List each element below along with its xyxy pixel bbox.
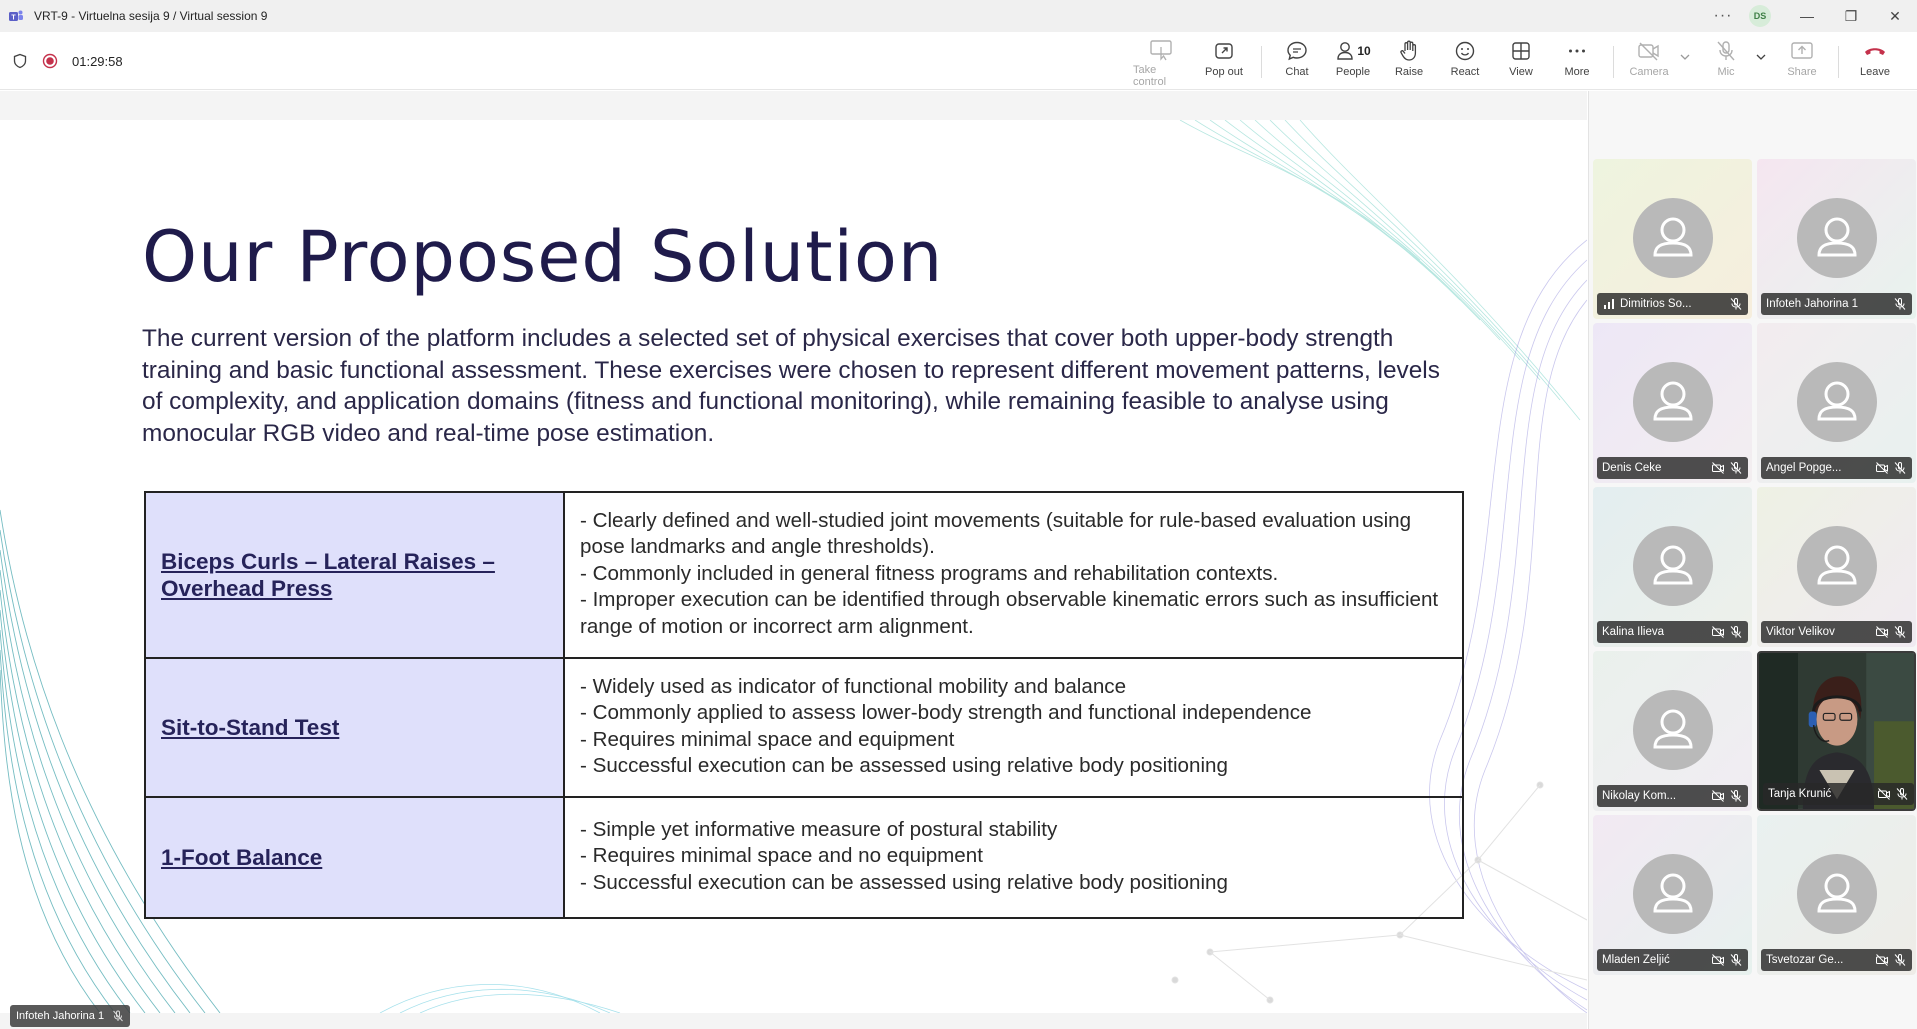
participant-name-bar [1761, 293, 1912, 315]
recording-timer: 01:29:58 [72, 53, 123, 69]
participant-name: Infoteh Jahorina 1 [1766, 298, 1859, 310]
toolbar-divider [1838, 46, 1839, 78]
participant-tile[interactable] [1757, 815, 1916, 975]
participant-name-bar [1761, 949, 1912, 971]
description-point: - Commonly included in general fitness programs and rehabilitation contexts. [580, 561, 1279, 585]
participant-name: Denis Čeke [1602, 462, 1662, 474]
participant-name: Tanja Krunić [1768, 788, 1832, 800]
mic-options-chevron-icon[interactable] [1754, 50, 1768, 64]
restore-button[interactable]: ❐ [1844, 7, 1858, 24]
participant-name-bar [1763, 783, 1914, 805]
share-button[interactable]: Share [1774, 36, 1830, 88]
camera-off-icon [1711, 953, 1725, 967]
exercise-description [564, 658, 1463, 797]
participant-name: Mladen Zeljić [1602, 954, 1670, 966]
exercise-name: Biceps Curls – Lateral Raises – Overhead Press [145, 492, 564, 658]
mic-muted-icon [1893, 625, 1907, 639]
participant-tile[interactable] [1593, 159, 1752, 319]
smiley-icon [1454, 36, 1476, 66]
mic-muted-icon [1729, 461, 1743, 475]
participant-tile[interactable] [1757, 323, 1916, 483]
pop-out-button[interactable]: Pop out [1196, 36, 1252, 88]
avatar [1797, 526, 1877, 606]
mic-muted-icon [1729, 789, 1743, 803]
camera-off-icon [1711, 625, 1725, 639]
pop-out-icon [1213, 36, 1235, 66]
more-button[interactable]: More [1549, 36, 1605, 88]
table-row [145, 797, 1463, 918]
participant-tile-video[interactable] [1757, 651, 1916, 811]
slide-title: Our Proposed Solution [142, 216, 944, 298]
people-button[interactable]: 10 People [1325, 36, 1381, 88]
share-icon [1790, 36, 1814, 66]
presenter-name-tag [10, 1005, 130, 1027]
exercise-table [144, 491, 1464, 919]
participant-name: Nikolay Kom... [1602, 790, 1677, 802]
description-point: - Widely used as indicator of functional mobility and balance [580, 674, 1127, 698]
avatar [1797, 362, 1877, 442]
window-title-bar [0, 0, 1917, 32]
mic-muted-icon [1893, 953, 1907, 967]
avatar [1633, 854, 1713, 934]
slide-body-text: The current version of the platform includes a selected set of physical exercises that cover both upper-body strength training and basic functional assessment. These exercises were chosen to represent different movement patterns, levels of complexity, and application domains (fitness and functional monitoring), while remaining feasible to analyse using monocular RGB video and real-time pose estimation. [142, 325, 1440, 447]
participant-tile[interactable] [1593, 487, 1752, 647]
take-control-icon [1149, 36, 1173, 64]
camera-button[interactable]: Camera [1621, 36, 1677, 88]
more-dots-icon [1566, 36, 1588, 66]
camera-off-icon [1875, 953, 1889, 967]
mic-muted-icon [1893, 461, 1907, 475]
grid-view-icon [1510, 36, 1532, 66]
table-row [145, 658, 1463, 797]
chat-button[interactable]: Chat [1269, 36, 1325, 88]
participant-tile[interactable] [1593, 323, 1752, 483]
mic-muted-icon [112, 1010, 124, 1022]
camera-off-icon [1637, 36, 1661, 66]
view-button[interactable]: View [1493, 36, 1549, 88]
description-point: - Clearly defined and well-studied joint movements (suitable for rule-based evaluation using pose landmarks and angle thresholds). [580, 508, 1412, 559]
react-button[interactable]: React [1437, 36, 1493, 88]
avatar [1633, 198, 1713, 278]
minimize-button[interactable]: — [1800, 8, 1814, 24]
participant-name: Dimitrios So... [1620, 298, 1692, 310]
participant-name-bar [1597, 621, 1748, 643]
description-point: - Successful execution can be assessed using relative body positioning [580, 870, 1228, 894]
more-options-icon[interactable]: ··· [1713, 7, 1733, 24]
avatar [1797, 198, 1877, 278]
chat-icon [1285, 36, 1309, 66]
window-title: VRT-9 - Virtuelna sesija 9 / Virtual session 9 [34, 9, 268, 23]
avatar [1633, 690, 1713, 770]
recording-icon [42, 53, 58, 69]
mic-muted-icon [1729, 625, 1743, 639]
participant-name-bar [1597, 293, 1748, 315]
camera-off-icon [1711, 789, 1725, 803]
shield-icon[interactable] [12, 53, 28, 69]
presenter-name: Infoteh Jahorina 1 [16, 1010, 105, 1022]
take-control-button[interactable]: Take control [1133, 36, 1189, 88]
mic-muted-icon [1893, 297, 1907, 311]
people-count: 10 [1357, 44, 1371, 58]
description-point: - Successful execution can be assessed using relative body positioning [580, 754, 1228, 777]
description-point: - Requires minimal space and no equipment [580, 844, 983, 868]
avatar [1633, 362, 1713, 442]
exercise-description [564, 492, 1463, 658]
participant-name-bar [1597, 785, 1748, 807]
mic-muted-icon [1729, 953, 1743, 967]
participant-name: Viktor Velikov [1766, 626, 1835, 638]
mic-off-icon [1715, 36, 1737, 66]
participant-gallery [1588, 91, 1917, 1029]
raise-hand-button[interactable]: Raise [1381, 36, 1437, 88]
participant-tile[interactable] [1593, 651, 1752, 811]
participant-name: Angel Popge... [1766, 462, 1842, 474]
description-point: - Requires minimal space and equipment [580, 727, 955, 751]
participant-name-bar [1761, 621, 1912, 643]
teams-icon [8, 8, 24, 24]
people-icon [1335, 40, 1355, 62]
presentation-slide [0, 120, 1587, 1013]
camera-icon [1877, 787, 1891, 801]
description-point: - Commonly applied to assess lower-body strength and functional independence [580, 701, 1312, 724]
participant-tile[interactable] [1757, 487, 1916, 647]
camera-options-chevron-icon[interactable] [1678, 50, 1692, 64]
avatar [1797, 854, 1877, 934]
leave-button[interactable]: Leave [1847, 36, 1903, 88]
toolbar-divider [1613, 46, 1614, 78]
camera-off-icon [1875, 625, 1889, 639]
hand-icon [1398, 36, 1420, 66]
exercise-description [564, 797, 1463, 918]
participant-name: Tsvetozar Ge... [1766, 954, 1844, 966]
mic-muted-icon [1895, 787, 1909, 801]
meeting-toolbar [0, 32, 1917, 90]
table-row [145, 492, 1463, 658]
hang-up-icon [1862, 36, 1888, 66]
description-point: - Improper execution can be identified through observable kinematic errors such as insufficient range of motion or incorrect arm alignment. [580, 588, 1439, 638]
avatar [1633, 526, 1713, 606]
participant-name-bar [1597, 457, 1748, 479]
shared-content-stage [0, 91, 1587, 1029]
mic-button[interactable]: Mic [1698, 36, 1754, 88]
camera-off-icon [1711, 461, 1725, 475]
participant-tile[interactable] [1757, 159, 1916, 319]
camera-off-icon [1875, 461, 1889, 475]
mic-muted-icon [1729, 297, 1743, 311]
user-avatar[interactable]: DS [1749, 5, 1771, 27]
description-point: - Simple yet informative measure of postural stability [580, 817, 1058, 841]
toolbar-divider [1261, 46, 1262, 78]
exercise-name: 1-Foot Balance [145, 797, 564, 918]
participant-tile[interactable] [1593, 815, 1752, 975]
close-button[interactable]: ✕ [1889, 7, 1901, 24]
participant-name: Kalina Ilieva [1602, 626, 1665, 638]
exercise-name: Sit-to-Stand Test [145, 658, 564, 797]
participant-name-bar [1761, 457, 1912, 479]
signal-strength-icon [1602, 297, 1616, 311]
svg-text:T: T [11, 14, 16, 22]
participant-name-bar [1597, 949, 1748, 971]
